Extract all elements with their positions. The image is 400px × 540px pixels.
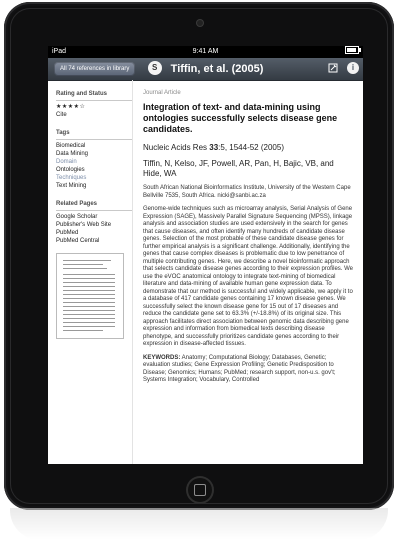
tags-heading: Tags xyxy=(56,129,132,140)
thumb-line xyxy=(63,298,115,299)
affiliation: South African National Bioinformatics Institute, University of the Western Cape Bellville 7535, South Africa. nicki@sanbi.ac.za xyxy=(143,185,351,199)
related-pages-heading: Related Pages xyxy=(56,200,132,211)
keywords-text: Anatomy; Computational Biology; Databases, Genetic; evaluation studies; Gene Expression Profiling; Genetic Predisposition to Disease; Genomics; Humans; PubMed; research support, non-u.s. gov't; Systems Integration; Vocabulary, Controlled xyxy=(143,354,336,383)
status-time: 9:41 AM xyxy=(192,48,219,55)
thumb-line xyxy=(63,268,107,269)
reference-type: Journal Article xyxy=(143,90,181,96)
home-square-icon xyxy=(194,484,206,496)
device-reflection xyxy=(10,508,388,540)
rating-heading: Rating and Status xyxy=(56,90,132,101)
tag-item-domain[interactable]: Domain xyxy=(56,159,77,165)
journal-name: Nucleic Acids Res xyxy=(143,143,210,152)
home-button[interactable] xyxy=(186,476,214,504)
related-pages-list xyxy=(56,213,132,245)
screen xyxy=(48,46,363,464)
sidebar xyxy=(48,80,133,464)
thumb-line xyxy=(63,302,115,303)
thumb-line xyxy=(63,294,115,295)
tag-item-techniques[interactable]: Techniques xyxy=(56,175,87,181)
tablet-frame xyxy=(4,2,394,510)
thumb-line xyxy=(63,260,111,261)
navigation-bar xyxy=(48,58,363,81)
tags-list xyxy=(56,142,132,190)
reference-detail xyxy=(133,80,363,464)
tag-item-text-mining[interactable]: Text Mining xyxy=(56,183,87,189)
thumb-line xyxy=(63,264,103,265)
info-icon[interactable]: i xyxy=(347,62,359,74)
related-link-pubmed-central[interactable]: PubMed Central xyxy=(56,238,100,244)
pdf-thumbnail[interactable] xyxy=(56,253,124,339)
page-title-text: Tiffin, et al. (2005) xyxy=(170,63,264,75)
tag-item-biomedical[interactable]: Biomedical xyxy=(56,143,86,149)
journal-issue-pages: :5, 1544-52 (2005) xyxy=(218,143,284,152)
thumb-line xyxy=(63,314,115,315)
authors: Tiffin, N, Kelso, JF, Powell, AR, Pan, H, Bajic, VB, and Hide, WA xyxy=(143,159,334,178)
all-references-button[interactable]: All 74 references in library xyxy=(54,62,135,76)
thumb-line xyxy=(63,322,115,323)
battery-icon xyxy=(345,46,359,54)
related-link-publisher[interactable]: Publisher's Web Site xyxy=(56,222,112,228)
related-link-google-scholar[interactable]: Google Scholar xyxy=(56,214,98,220)
tag-item-data-mining[interactable]: Data Mining xyxy=(56,151,89,157)
tag-item-ontologies[interactable]: Ontologies xyxy=(56,167,85,173)
toolbar-actions xyxy=(327,62,359,74)
thumb-line xyxy=(63,310,115,311)
keywords xyxy=(143,355,353,385)
abstract: Genome-wide techniques such as microarray analysis, Serial Analysis of Gene Expression (SAGE), Massively Parallel Signature Sequencing (MPSS), linkage analysis and association studies are used extensively in the search for genes that cause diseases, and often identify many hundreds of candidate disease genes. Selection of the most probable of these candidate disease genes for further empirical analysis is a significant challenge. Additionally, identifying the genes that cause complex diseases is problematic due to low penetrance of multiple contributing genes. Here, we describe a novel bioinformatic approach that selects candidate disease genes according to their expression profiles. We use the eVOC anatomical ontology to integrate text-mining of biomedical literature and data-mining of available human gene expression data. To demonstrate that our method is successful and widely applicable, we apply it to a database of 417 candidate genes containing 17 known disease genes. We successfully select the known disease gene for 15 out of 17 diseases and reduce the candidate gene set to 63.3% (+/-18.8%) of its original size. This approach facilitates direct association between genomic data describing gene expression and information from biomedical texts describing disease phenotype, and successfully prioritizes candidate genes according to their expression in disease-affected tissues. xyxy=(143,206,354,347)
thumb-line xyxy=(63,290,115,291)
page-title xyxy=(48,61,363,77)
device-label: iPad xyxy=(52,48,67,55)
journal-volume: 33 xyxy=(209,143,219,152)
thumb-line xyxy=(63,318,115,319)
thumb-line xyxy=(63,326,115,327)
camera-dot xyxy=(197,20,203,26)
thumb-line xyxy=(63,274,115,275)
related-link-pubmed[interactable]: PubMed xyxy=(56,230,79,236)
thumb-line xyxy=(63,330,103,331)
content-area xyxy=(48,80,363,464)
source-badge-icon: S xyxy=(148,61,162,75)
status-bar xyxy=(48,46,363,58)
journal-citation xyxy=(143,143,353,153)
thumb-line xyxy=(63,278,115,279)
rating-cite-label[interactable]: Cite xyxy=(56,112,67,118)
article-title: Integration of text- and data-mining using ontologies successfully selects disease gene candidates. xyxy=(143,102,338,134)
status-right xyxy=(345,46,359,54)
thumb-line xyxy=(63,286,115,287)
rating-stars[interactable]: ★★★★☆ xyxy=(56,104,86,110)
thumb-line xyxy=(63,306,115,307)
thumb-line xyxy=(63,282,115,283)
keywords-label: KEYWORDS: xyxy=(143,354,181,361)
edit-icon[interactable] xyxy=(327,62,339,74)
